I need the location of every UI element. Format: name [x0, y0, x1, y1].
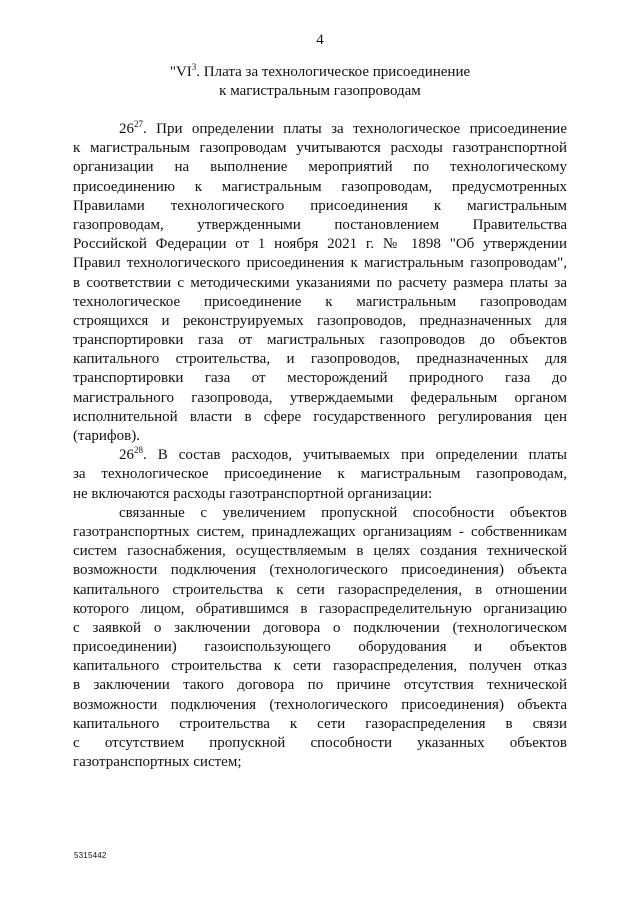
- text-line: в соответствии с методическими указаниями по расчету размера платы за: [73, 274, 567, 291]
- text-line: исполнительной власти в сфере государственного регулирования цен: [73, 408, 567, 425]
- text-line: транспортировки газа от месторождений природного газа до: [73, 370, 567, 387]
- section-heading: [0, 63, 640, 101]
- text-line: (тарифов).: [73, 428, 140, 444]
- text-line: строящихся и реконструируемых газопроводов, предназначенных для: [73, 312, 567, 329]
- text-line: возможности подключения (технологического присоединения) объекта: [73, 696, 567, 713]
- text-line: организации на выполнение мероприятий по технологическому: [73, 159, 567, 176]
- paragraph-expenses-item: [73, 504, 567, 773]
- heading-line-2: к магистральным газопроводам: [219, 83, 421, 100]
- heading-line-1: "$VI^3$. Плата за технологическое присоединение: [169, 62, 471, 80]
- text-line: возможности подключения (технологического присоединения) объекта: [73, 562, 567, 579]
- text-line: $26^{27}$. При определении платы за технологическое присоединение: [119, 119, 567, 137]
- text-line: за технологическое присоединение к магистральным газопроводам,: [73, 466, 567, 483]
- paragraph-number: 26: [119, 447, 134, 464]
- document-body: [73, 120, 567, 772]
- text-line: не включаются расходы газотранспортной организации:: [73, 485, 433, 502]
- text-line: газотранспортных систем, принадлежащих организациям - собственникам: [73, 523, 567, 540]
- paragraph-number-superscript: 28: [134, 445, 143, 456]
- text-line: Правил технологического присоединения к магистральным газопроводам",: [73, 255, 567, 272]
- text-line: присоединении) газоиспользующего оборудования и объектов: [73, 639, 567, 656]
- text-line: капитального строительства, и газопроводов, предназначенных для: [73, 351, 567, 368]
- text-line: которого лицом, обратившимся в газораспределительную организацию: [73, 600, 567, 617]
- page-number: 4: [316, 32, 324, 48]
- paragraph-26-28: [73, 446, 567, 504]
- text-line: Правилами технологического присоединения к магистральным: [73, 197, 567, 214]
- text-line: капитального строительства к сети газораспределения, в отношении: [73, 581, 567, 598]
- text-line: газотранспортных систем;: [73, 754, 242, 771]
- text-line: магистрального газопровода, утверждаемыми федеральным органом: [73, 389, 567, 406]
- text-line: $26^{28}$. В состав расходов, учитываемых при определении платы: [119, 445, 567, 464]
- document-code: 5315442: [74, 851, 107, 860]
- text-line: присоединению к магистральным газопроводам, предусмотренных: [73, 178, 567, 195]
- text-line: капитального строительства к сети газораспределения, получен отказ: [73, 658, 567, 675]
- text-line: систем газоснабжения, осуществляемым в целях создания технической: [73, 543, 567, 560]
- text-line: связанные с увеличением пропускной способности объектов: [119, 504, 567, 521]
- text-line: газопроводам, утвержденными постановлением Правительства: [73, 216, 567, 233]
- text-line: технологическое присоединение к магистральным газопроводам: [73, 293, 567, 310]
- text-line: капитального строительства к сети газораспределения в связи: [73, 715, 567, 732]
- text-line: Российской Федерации от 1 ноября 2021 г. № 1898 "Об утверждении: [73, 236, 567, 253]
- text-line: с заявкой о заключении договора о подключении (технологическом: [73, 619, 567, 636]
- text-line: с отсутствием пропускной способности указанных объектов: [73, 735, 567, 751]
- paragraph-26-27: [73, 120, 567, 446]
- paragraph-number: 26: [119, 121, 134, 137]
- text-line: к магистральным газопроводам учитываются расходы газотранспортной: [73, 140, 567, 157]
- text-line: в заключении такого договора по причине отсутствия технической: [73, 677, 567, 694]
- paragraph-number-superscript: 27: [134, 119, 143, 129]
- text-line: транспортировки газа от магистральных газопроводов до объектов: [73, 332, 567, 349]
